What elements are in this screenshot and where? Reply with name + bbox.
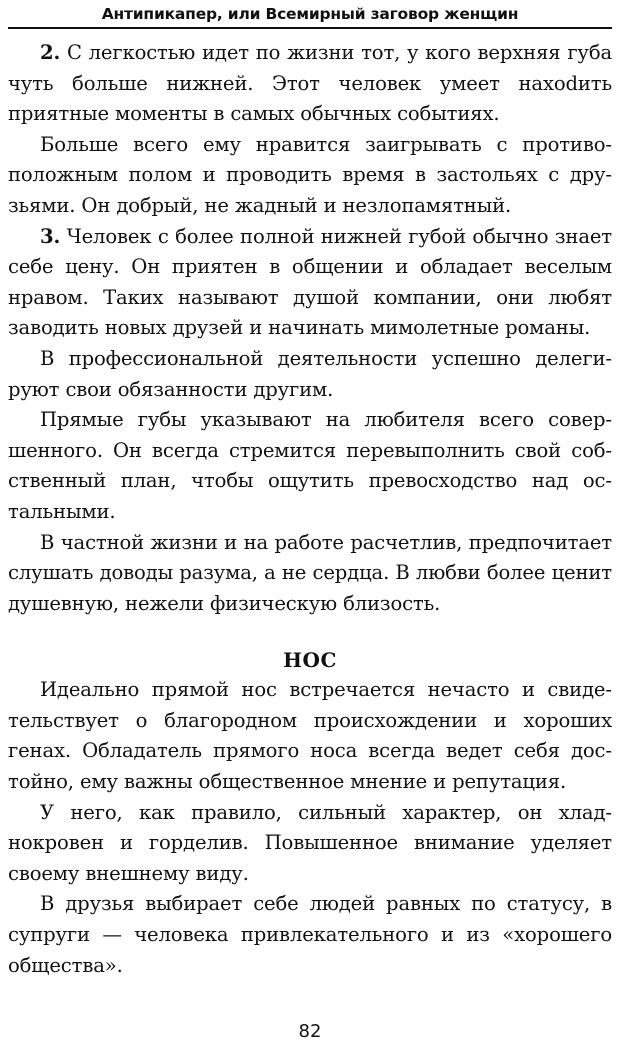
page-body bbox=[8, 38, 612, 981]
paragraph-3-text: Человек с более полной нижней губой обычно знает себе цену. Он приятен в общении и обладает веселым нравом. Таких называют душой компании, они любят заводить новых друзей и начинать мимолетные романы. bbox=[8, 224, 612, 340]
paragraph-7: Идеально прямой нос встречается нечасто и свидетельствует о благородном происхождении и хороших генах. Обладатель прямого носа всегда ведет себя достойно, ему важны общественное мнение и репутация. bbox=[8, 678, 612, 794]
paragraph-1-text: С легкостью идет по жизни тот, у кого верхняя губа чуть больше нижней. Этот человек умеет нахоdить приятные моменты в самых обычных событиях. bbox=[8, 41, 612, 126]
running-head: Антипикапер, или Всемирный заговор женщин bbox=[101, 5, 519, 23]
page-number: 82 bbox=[298, 1021, 322, 1042]
list-number-2: 2. bbox=[40, 41, 61, 64]
paragraph-3 bbox=[8, 222, 612, 344]
paragraph-2: Больше всего ему нравится заигрывать с противоположным полом и проводить время в застольях с друзьями. Он добрый, не жадный и незлопамятный. bbox=[8, 132, 612, 217]
paragraph-5: Прямые губы указывают на любителя всего совершенного. Он всегда стремится перевыполнить свой собственный план, чтобы ощутить превосходство над остальными. bbox=[8, 408, 612, 523]
paragraph-1 bbox=[8, 38, 612, 130]
paragraph-6: В частной жизни и на работе расчетлив, предпочитает слушать доводы разума, а не сердца. В любви более ценит душевную, нежели физическую близость. bbox=[8, 530, 612, 615]
header-rule bbox=[8, 27, 612, 29]
paragraph-8: У него, как правило, сильный характер, он хладнокровен и горделив. Повышенное внимание уделяет своему внешнему виду. bbox=[8, 800, 612, 885]
list-number-3: 3. bbox=[40, 224, 61, 248]
section-title-nose: НОС bbox=[283, 648, 337, 673]
paragraph-4: В профессиональной деятельности успешно делегируют свои обязанности другим. bbox=[8, 346, 612, 401]
paragraph-9: В друзья выбирает себе людей равных по статусу, в супруги — человека привлекательного и из «хорошего общества». bbox=[8, 892, 612, 977]
